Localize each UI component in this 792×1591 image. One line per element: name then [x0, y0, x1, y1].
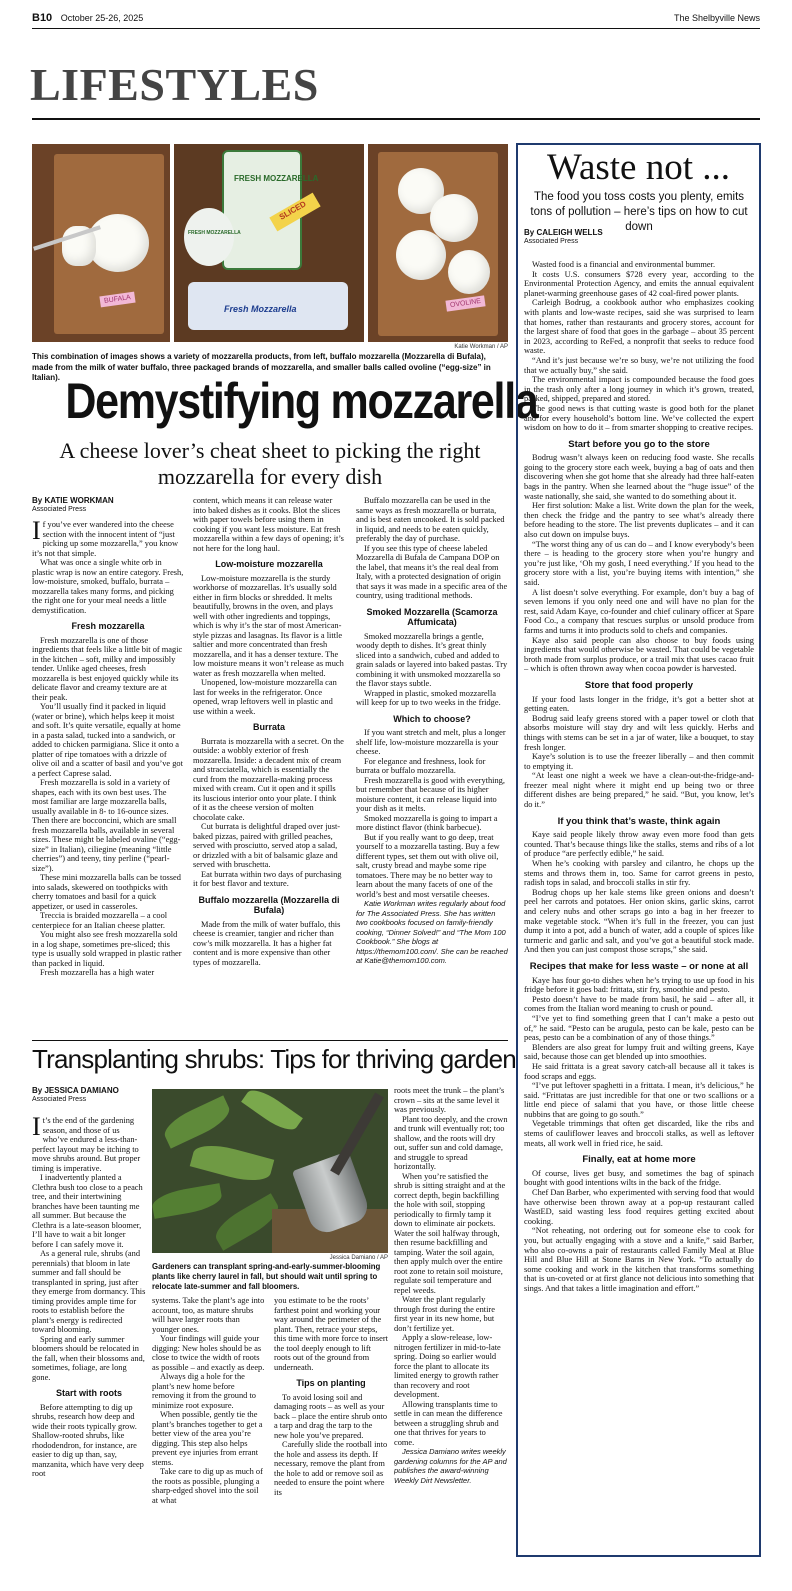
- ovoline-tag: OVOLINE: [445, 295, 485, 311]
- shrub-column-2: systems. Take the plant’s age into account, too, as mature shrubs will have larger roots than younger ones. Your findings will guide your digging: New holes should be as close to twice the width of roots as possible – and exactly as deep. Always dig a hole for the plant’s new home before removing it from the ground to minimize root exposure. When possible, gently tie the plant’s branches together to get a better view of the area you’re digging. This step also helps prevent eye injuries from errant stems. Take care to dig up as much of the roots as possible, plunging a sharp-edged shovel into the soil at what: [152, 1296, 265, 1505]
- dropcap: I: [32, 520, 41, 545]
- mozzarella-headline: Demystifying mozzarella: [65, 373, 538, 429]
- waste-byline: By CALEIGH WELLS Associated Press: [524, 228, 603, 245]
- waste-deck: The food you toss costs you plenty, emits tons of pollution – here’s tips on how to cut down: [530, 191, 748, 233]
- shrub-column-3: you estimate to be the roots’ farthest point and working your way around the perimeter of the plant. Then, retrace your steps, this time with more force to insert the tool deeply enough to lift roots out of the ground from underneath. Tips on planting To avoid losing soil and damaging roots – as well as your back – place the entire shrub onto a tarp and drag the tarp to the new hole you’ve prepared. Carefully slide the rootball into the hole and assess its depth. If necessary, remove the plant from the hole to add or remove soil as needed to ensure the point where its: [274, 1296, 388, 1497]
- shrub-column-1: It’s the end of the gardening season, and those of us who’ve endured a less-than-perfect layout may be itching to move shrubs around. But proper timing is imperative. I inadvertently planted a Clethra bush too close to a peach tree, and their intertwining branches have been taunting me all summer. But because the Clethra is a late-season bloomer, I’ll have to wait a bit longer before I can safely move it. As a general rule, shrubs (and perennials) that bloom in late summer and fall should be transplanted in spring, just after they emerge from dormancy. This timing provides ample time for roots to establish before the plant’s energy is redirected toward blooming. Spring and early summer bloomers should be relocated in the fall, when their blossoms and, sometimes, foliage, are long gone. Start with roots Before attempting to dig up shrubs, research how deep and wide their roots typically grow. Shallow-rooted shrubs, like rhododendron, for instance, are easier to dig up than, say, manzanita, which have very deep root: [32, 1116, 146, 1478]
- shrub-byline: By JESSICA DAMIANO Associated Press: [32, 1086, 119, 1103]
- subhead-which: Which to choose?: [393, 713, 471, 724]
- subhead-fresh: Fresh mozzarella: [71, 621, 145, 631]
- shrub-headline: Transplanting shrubs: Tips for thriving garden: [32, 1044, 516, 1074]
- mozzarella-byline: By KATIE WORKMAN Associated Press: [32, 496, 114, 513]
- waste-headline: Waste not ...: [546, 147, 730, 188]
- pkg-mid-label: FRESH MOZZARELLA: [188, 230, 241, 236]
- mozzarella-deck: A cheese lover’s cheat sheet to picking the right mozzarella for every dish: [59, 438, 481, 489]
- bufala-tag: BUFALA: [99, 292, 135, 308]
- shrub-top-rule: [32, 1040, 508, 1041]
- pkg-top-label: FRESH MOZZARELLA: [234, 174, 319, 183]
- subhead-buffalo: Buffalo mozzarella (Mozzarella di Bufala): [198, 894, 340, 915]
- pkg-bottom-label: Fresh Mozzarella: [224, 304, 297, 314]
- subhead-burrata: Burrata: [252, 722, 285, 732]
- section-rule: [32, 118, 760, 120]
- photo-credit: Katie Workman / AP: [454, 344, 508, 350]
- shrub-author-tagline: Jessica Damiano writes weekly gardening columns for the AP and publishes the award-winning Weekly Dirt Newsletter.: [394, 1447, 507, 1485]
- subhead-before-store: Start before you go to the store: [568, 438, 710, 450]
- mozzarella-photo: [32, 144, 508, 342]
- subhead-recipes: Recipes that make for less waste – or none at all: [529, 960, 749, 972]
- shrub-photo: [152, 1089, 388, 1253]
- waste-column: Wasted food is a financial and environmental bummer. It costs U.S. consumers $728 every year, according to the Environmental Protection Agency, and emits the annual equivalent planet-warming greenhouse gases of 42 coal-fired power plants. Carleigh Bodrug, a cookbook author who emphasizes cooking with plants and low-waste recipes, said she was surprised to learn that homes, rather than restaurants and grocery stores, account for the largest share of food that goes in the garbage – about 35 percent in 2023, according to ReFed, a nonprofit that seeks to reduce food waste. “And it’s just because we’re so busy, we’re not utilizing the food that we actually buy,” she said. The environmental impact is compounded because the food goes in the trash only after a long journey in which it’s grown, treated, packed, shipped, prepared and stored. The good news is that cutting waste is good both for the planet and for every household’s bottom line. We’ve collected the expert wisdom on how to do it – from smarter shopping to creative recipes. Start before you go to the store Bodrug wasn’t always keen on reducing food waste. She recalls going to the grocery store each week, buying a bag of oats and then discovering when she got home that she already had three half-eaten bags in the pantry. When she learned about the “huge issue” of the waste nationally, she said, she wanted to do something about it. Her first solution: Make a list. Write down the plan for the week, then check the fridge and the pantry to see what’s already there before heading to the store. The list prevents duplicates – and it can also cut down on impulse buys. “The worst thing any of us can do – and I know everybody’s been there – is heading to the grocery store when you’re hungry and you’re just like, ‘Oh my gosh, I need everything.’ If you head to the grocery store with a list, you’re buying items with intention,” she said. A list doesn’t solve everything. For example, don’t buy a bag of seven lemons if you only need one and will have no plan for the rest, said Adam Kaye, co-founder and chief culinary officer at Spare Food Co., a company that rescues surplus or unsold produce from farms and turns it into products sold to chefs and companies. Kaye also said people can also choose to buy foods using ingredients that would otherwise be wasted. That could be vegetable broth made from surplus produce, or a trail mix that uses cacao fruit – which is often thrown away when cocoa powder is harvested. Store that food properly If your food lasts longer in the fridge, it’s got a better shot at getting eaten. Bodrug said leafy greens stored with a paper towel or cloth that absorbs moisture will stay dry and wilt less quickly. Herbs and things with stems can be set in a jar of water, like a bouquet, to stay fresh longer. Kaye’s solution is to use the freezer liberally – and then commit to emptying it. “At least one night a week we have a clean-out-the-fridge-and-freezer meal night where it might end up being two or three different dishes are being prepared,” he said. “But, you know, let’s do it.” If you think that’s waste, think again Kaye said people likely throw away even more food than gets counted. That’s because things like the stalks, stems and ribs of a lot of produce “are perfectly edible,” he said. When he’s cooking with parsley and cilantro, he chops up the stems and throws them in, too. Same for carrot greens in pesto, radish tops in salad, and broccoli stalks in stir fry. Bodrug chops up her kale stems like green onions and doesn’t peel her carrots and potatoes. Her onion skins, garlic skins, carrot and celery nubs and other scraps go into a bag in her freezer to make vegetable stock. “When it’s full in the freezer, you can just dump it into a pot, add a bunch of water, add a couple of spices like turmeric and garlic and salt, and you’ve got a beautiful stock made. And then you can just compost those scraps,” she said. Recipes that make for less waste – or none at all Kaye has four go-to dishes when he’s trying to use up food in his fridge before it goes bad: frittata, stir fry, smoothie and pesto. Pesto doesn’t have to be made from basil, he said – after all, it comes from the Italian word meaning to crush or pound. “I’ve yet to find something green that I can’t make a pesto out of,” he said. “Pesto can be arugula, pesto can be kale, pesto can be peas, pesto can be a combination of any of those things.” Blenders are also great for lumpy fruit and wilting greens, Kaye said, because those can get blended up into smoothies. He said frittata is a great savory catch-all because all it takes is food scraps and eggs. “I’ve put leftover spaghetti in a frittata. I mean, it’s delicious,” he said. “Frittatas are just incredible for that one or two scallions or a little end piece of salami that you have, or those little cheese nubbins that are going to go south.” Vegetable trimmings that often get discarded, like the ribs and stems of cauliflower leaves and broccoli stalks, as well as leftover meats, all work well in fried rice, he said. Finally, eat at home more Of course, lives get busy, and sometimes the bag of spinach bought with good intentions wilts in the back of the fridge. Chef Dan Barber, who experimented with serving food that would have otherwise been thrown away at a pop-up restaurant called WastED, said wasting less food requires getting excited about cooking. “Not reheating, not ordering out for someone else to cook for you, but actually engaging with a stove and a knife,” said Barber, who also co-owns a pair of restaurants called Family Meal at Blue Hill and Blue Hill at Stone Barns in New York. “To actually do some cooking and work in the kitchen that transforms something that is un-coveted or at first glance not delicious into something that sings. And that takes a little imagination and effort.”: [524, 260, 754, 1293]
- photo-caption: This combination of images shows a variety of mozzarella products, from left, buffalo mozzarella (Mozzarella di Bufala), made from the milk of water buffalo, three packaged brands of mozzarella, and smaller balls called ovoline (“egg-size” in Italian).: [32, 352, 491, 382]
- publication-name: The Shelbyville News: [673, 13, 760, 23]
- mozzarella-column-3: Buffalo mozzarella can be used in the same ways as fresh mozzarella or burrata, and is best eaten uncooked. It is sold packed in liquid, and needs to be eaten quickly, preferably the day of purchase. If you see this type of cheese labeled Mozzarella di Bufala de Campana DOP on the label, that means it’s the real deal from Italy, with a protected designation of origin that says it was made in a specific area of the country, using traditional methods. Smoked Mozzarella (Scamorza Affumicata) Smoked mozzarella brings a gentle, woody depth to dishes. It’s great thinly sliced into a sandwich, cubed and added to grain salads or layered into baked pastas. Try combining it with unsmoked mozzarella so the flavor stays subtle. Wrapped in plastic, smoked mozzarella will keep for up to two weeks in the fridge. Which to choose? If you want stretch and melt, plus a longer shelf life, low-moisture mozzarella is your cheese. For elegance and freshness, look for burrata or buffalo mozzarella. Fresh mozzarella is good with everything, but remember that because of its higher moisture content, it can release liquid into your dish as it melts. Smoked mozzarella is going to impart a more distinct flavor (think barbecue). But if you really want to go deep, treat yourself to a mozzarella tasting. Buy a few different types, set them out with olive oil, salt, crusty bread and maybe some ripe tomatoes. There may be no better way to learn about the many facets of one of the world’s best and most versatile cheeses. Katie Workman writes regularly about food for The Associated Press. She has written two cookbooks focused on family-friendly cooking, “Dinner Solved!” and “The Mom 100 Cookbook.” She blogs at https://themom100.com/. She can be reached at Katie@themom100.com.: [356, 496, 508, 965]
- subhead-think-again: If you think that’s waste, think again: [557, 815, 721, 827]
- mozzarella-column-2: content, which means it can release water into baked dishes as it cooks. Blot the slices with paper towels before using them in cooking if you want less moisture. Eat fresh mozzarella within a few days of opening; it’s not here for the long haul. Low-moisture mozzarella Low-moisture mozzarella is the sturdy workhorse of mozzarellas. It’s usually sold either in firm blocks or shredded. It melts beautifully, browns in the oven, and plays well with other ingredients and toppings, which is why it’s the star of most American-style pizzas and lasagnas. Its flavor is a little saltier and more concentrated than fresh mozzarella, and it has a denser texture. The low moisture means it won’t release as much water as fresh mozzarella when melted. Unopened, low-moisture mozzarella can last for weeks in the refrigerator. Once opened, wrap leftovers well in plastic and use within a week. Burrata Burrata is mozzarella with a secret. On the outside: a wobbly exterior of fresh mozzarella. Inside: a decadent mix of cream and stracciatella, which is essentially the curd from the mozzarella-making process mixed with cream. Cut it open and it spills its luscious interior onto your plate. I think of it as the cheese version of molten chocolate cake. Cut burrata is delightful draped over just-baked pizzas, paired with grilled peaches, served with prosciutto, served atop a salad, or drizzled with a bit of balsamic glaze and served with bruschetta. Eat burrata within two days of purchasing it for best flavor and texture. Buffalo mozzarella (Mozzarella di Bufala) Made from the milk of water buffalo, this cheese is creamier, tangier and richer than cow’s milk mozzarella. It has a higher fat content and is more expensive than other types of mozzarella.: [193, 496, 344, 967]
- issue-date: October 25-26, 2025: [60, 13, 144, 23]
- shrub-column-4: roots meet the trunk – the plant’s crown – sits at the same level it was previously. Plant too deeply, and the crown and trunk will eventually rot; too shallow, and the roots will dry out, suffer sun and cold damage, and struggle to spread horizontally. When you’re satisfied the shrub is sitting straight and at the correct depth, begin backfilling the hole with soil, stopping periodically to firmly tamp it down to eliminate air pockets. Water the soil halfway through, then resume backfilling and tamping. Water the soil again, then apply mulch over the entire root zone to retain soil moisture, regulate soil temperature and repel weeds. Water the plant regularly through frost during the entire first year in its new home, but don’t fertilize yet. Apply a slow-release, low-nitrogen fertilizer in mid-to-late spring. Doing so earlier would force the plant to allocate its limited energy to growth rather than recovery and root development. Allowing transplants time to settle in can mean the difference between a struggling shrub and one that thrives for years to come. Jessica Damiano writes weekly gardening columns for the AP and publishes the award-winning Weekly Dirt Newsletter.: [394, 1086, 508, 1485]
- pkg-sliced-label: SLICED: [277, 199, 308, 222]
- mozzarella-column-1: If you’ve ever wandered into the cheese section with the innocent intent of “just picking up some mozzarella,” you know it’s not that simple. What was once a single white orb in plastic wrap is now an entire category. Fresh, low-moisture, smoked, buffalo, burrata – mozzarella takes many forms, and picking the right one for your meal needs a little demystification. Fresh mozzarella Fresh mozzarella is one of those ingredients that feels like a little bit of magic in the kitchen – soft, milky and impossibly tender. Unlike aged cheeses, fresh mozzarella is best enjoyed quickly while its delicate flavor and creamy texture are at their peak. You’ll usually find it packed in liquid (water or brine), which helps keep it moist and soft. It’s quite versatile, equally at home in a pasta salad, tucked into a sandwich, or added to chicken parmigiana. Slice it onto a platter of ripe tomatoes with a drizzle of olive oil and a scatter of basil and you’ve got a perfect Caprese salad. Fresh mozzarella is sold in a variety of shapes, each with its own best uses. The most familiar are large mozzarella balls, usually available in 8- to 16-ounce sizes. Then there are bocconcini, which are small fresh mozzarella balls, available in several sizes. These might be labeled ovaline (“egg-size” in Italian), ciliegine (meaning “little cherries”) and teeny, tiny perline (“pearl-size”). These mini mozzarella balls can be tossed into salads, skewered on toothpicks with cherry tomatoes and basil for a quick appetizer, or used in casseroles. Treccia is braided mozzarella – a cool centerpiece for an Italian cheese platter. You might also see fresh mozzarella sold in a log shape, sometimes pre-sliced; this type is usually sold wrapped in plastic rather than packed in liquid. Fresh mozzarella has a high water: [32, 520, 184, 977]
- section-title: LIFESTYLES: [30, 59, 319, 110]
- page-number: B10: [32, 12, 53, 24]
- page-folio: [32, 12, 760, 26]
- subhead-eat-home: Finally, eat at home more: [582, 1154, 696, 1166]
- subhead-tips: Tips on planting: [296, 1378, 366, 1388]
- subhead-low-moisture: Low-moisture mozzarella: [215, 559, 323, 569]
- subhead-store-properly: Store that food properly: [584, 679, 694, 691]
- author-tagline: Katie Workman writes regularly about food for The Associated Press. She has written two cookbooks focused on family-friendly cooking, “Dinner Solved!” and “The Mom 100 Cookbook.” She blogs at https://themom100.com/. She can be reached at Katie@themom100.com.: [356, 899, 508, 965]
- subhead-roots: Start with roots: [55, 1388, 122, 1398]
- shrub-photo-caption: Gardeners can transplant spring-and-early-summer-blooming plants like cherry laurel in fall, but should wait until spring to relocate late-summer and fall bloomers.: [152, 1262, 381, 1291]
- folio-rule: [32, 28, 760, 29]
- subhead-smoked: Smoked Mozzarella (Scamorza Affumicata): [366, 606, 498, 627]
- shrub-photo-credit: Jessica Damiano / AP: [329, 1255, 388, 1261]
